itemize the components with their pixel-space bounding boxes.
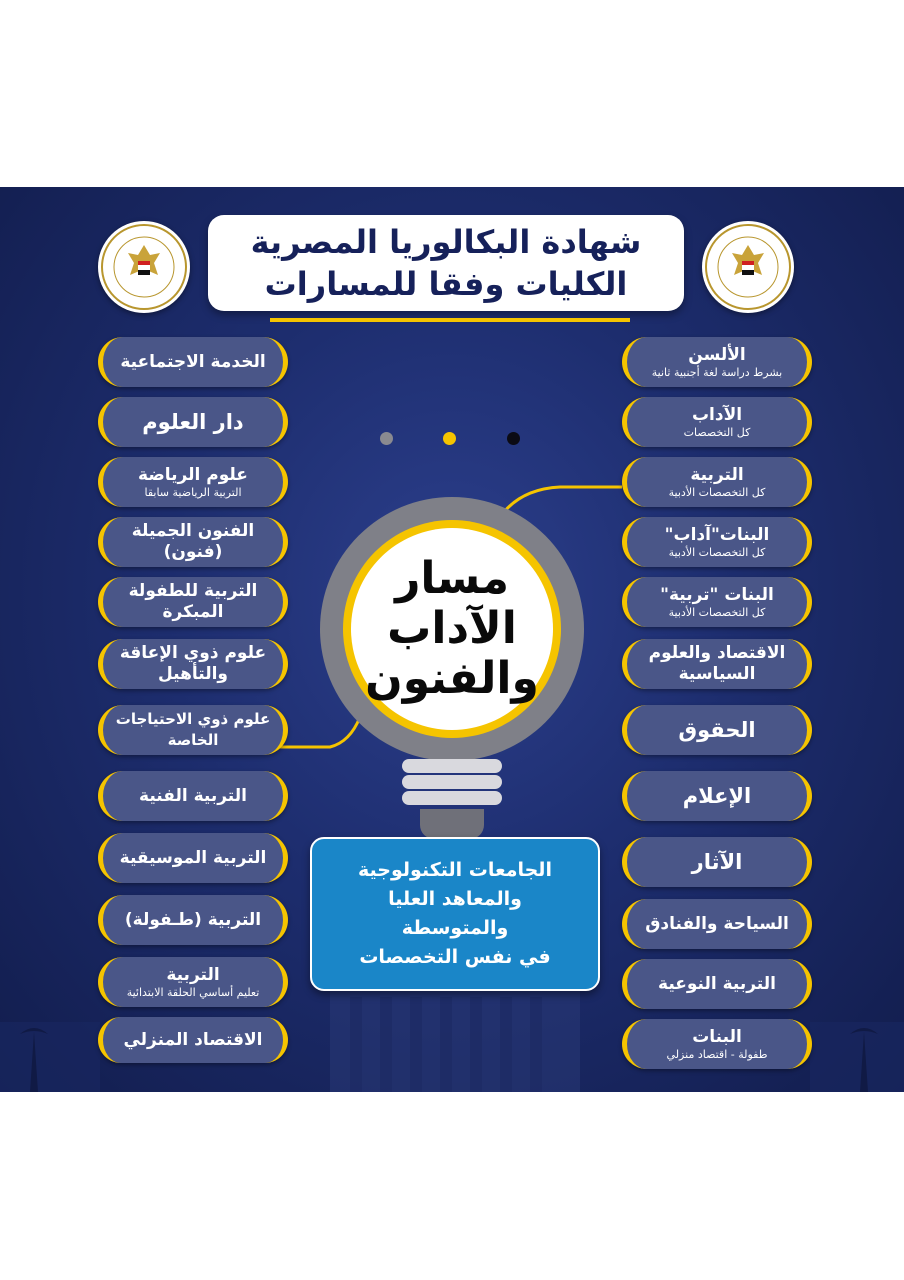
college-name: الخدمة الاجتماعية xyxy=(120,351,266,372)
college-pill xyxy=(98,397,288,447)
college-note: كل التخصصات الأدبية xyxy=(668,546,766,559)
college-pill xyxy=(98,957,288,1007)
college-name: السياحة والفنادق xyxy=(645,913,789,934)
college-name: الإعلام xyxy=(682,783,752,808)
college-pill xyxy=(622,837,812,887)
college-pill xyxy=(98,833,288,883)
bulb-base-ring xyxy=(402,759,502,773)
track-title-line-3: والفنون xyxy=(365,653,539,704)
college-name: التربية (طـفولة) xyxy=(124,909,262,930)
college-note: كل التخصصات الأدبية xyxy=(668,606,766,619)
college-note: كل التخصصات xyxy=(683,426,751,439)
note-line-2: والمعاهد العليا xyxy=(388,888,522,910)
college-note: كل التخصصات الأدبية xyxy=(668,486,766,499)
college-name: التربية الموسيقية xyxy=(119,847,267,868)
college-name: التربية للطفولة المبكرة xyxy=(128,581,258,622)
college-pill xyxy=(622,337,812,387)
college-pill xyxy=(98,337,288,387)
infographic-poster xyxy=(0,187,904,1092)
college-pill xyxy=(622,517,812,567)
college-pill xyxy=(622,577,812,627)
college-name: دار العلوم xyxy=(142,409,244,434)
college-pill xyxy=(98,771,288,821)
bulb-base-ring xyxy=(402,791,502,805)
track-label-circle xyxy=(351,528,553,730)
college-name: البنات"آداب" xyxy=(664,525,770,545)
college-pill xyxy=(98,705,288,755)
college-pill xyxy=(98,457,288,507)
bulb-base-ring xyxy=(402,775,502,789)
college-name: البنات "تربية" xyxy=(660,585,774,605)
college-pill xyxy=(622,959,812,1009)
college-pill xyxy=(622,705,812,755)
note-line-3: والمتوسطة xyxy=(401,917,509,939)
college-pill xyxy=(622,639,812,689)
college-name: الآثار xyxy=(691,849,743,874)
college-name: التربية النوعية xyxy=(658,973,776,994)
title-line-1: شهادة البكالوريا المصرية xyxy=(250,223,642,261)
college-name: علوم الرياضة xyxy=(138,465,248,485)
college-name: البنات xyxy=(692,1027,742,1047)
college-note: بشرط دراسة لغة أجنبية ثانية xyxy=(651,366,783,379)
college-pill xyxy=(98,517,288,567)
college-note: تعليم أساسي الحلقة الابتدائية xyxy=(126,986,260,999)
college-pill xyxy=(622,457,812,507)
college-pill xyxy=(98,1017,288,1063)
college-pill xyxy=(98,577,288,627)
college-pill xyxy=(622,1019,812,1069)
college-note: طفولة - اقتصاد منزلي xyxy=(666,1048,768,1061)
title-line-2: الكليات وفقا للمسارات xyxy=(264,265,628,303)
college-pill xyxy=(622,899,812,949)
college-note: التربية الرياضية سابقا xyxy=(144,486,242,499)
note-line-1: الجامعات التكنولوجية xyxy=(358,859,552,881)
track-title-line-2: الآداب xyxy=(387,603,517,654)
college-name: الاقتصاد والعلوم السياسية xyxy=(648,643,786,684)
college-name: التربية xyxy=(690,465,744,485)
college-name: الاقتصاد المنزلي xyxy=(123,1029,263,1050)
college-pill xyxy=(622,397,812,447)
bulb-base-tip xyxy=(420,809,484,839)
college-name: الحقوق xyxy=(678,717,756,742)
college-name: علوم ذوي الاحتياجات الخاصة xyxy=(115,710,271,749)
college-name: التربية الفنية xyxy=(139,785,247,806)
technological-universities-note xyxy=(310,837,600,991)
track-title-line-1: مسار xyxy=(395,553,509,604)
college-pill xyxy=(622,771,812,821)
college-name: الألسن xyxy=(688,345,746,365)
college-name: الفنون الجميلة (فنون) xyxy=(131,521,255,562)
college-pill xyxy=(98,895,288,945)
note-line-4: في نفس التخصصات xyxy=(359,946,551,968)
college-name: الآداب xyxy=(691,405,743,425)
college-pill xyxy=(98,639,288,689)
college-name: علوم ذوي الإعاقة والتأهيل xyxy=(119,643,267,684)
college-name: التربية xyxy=(166,965,220,985)
